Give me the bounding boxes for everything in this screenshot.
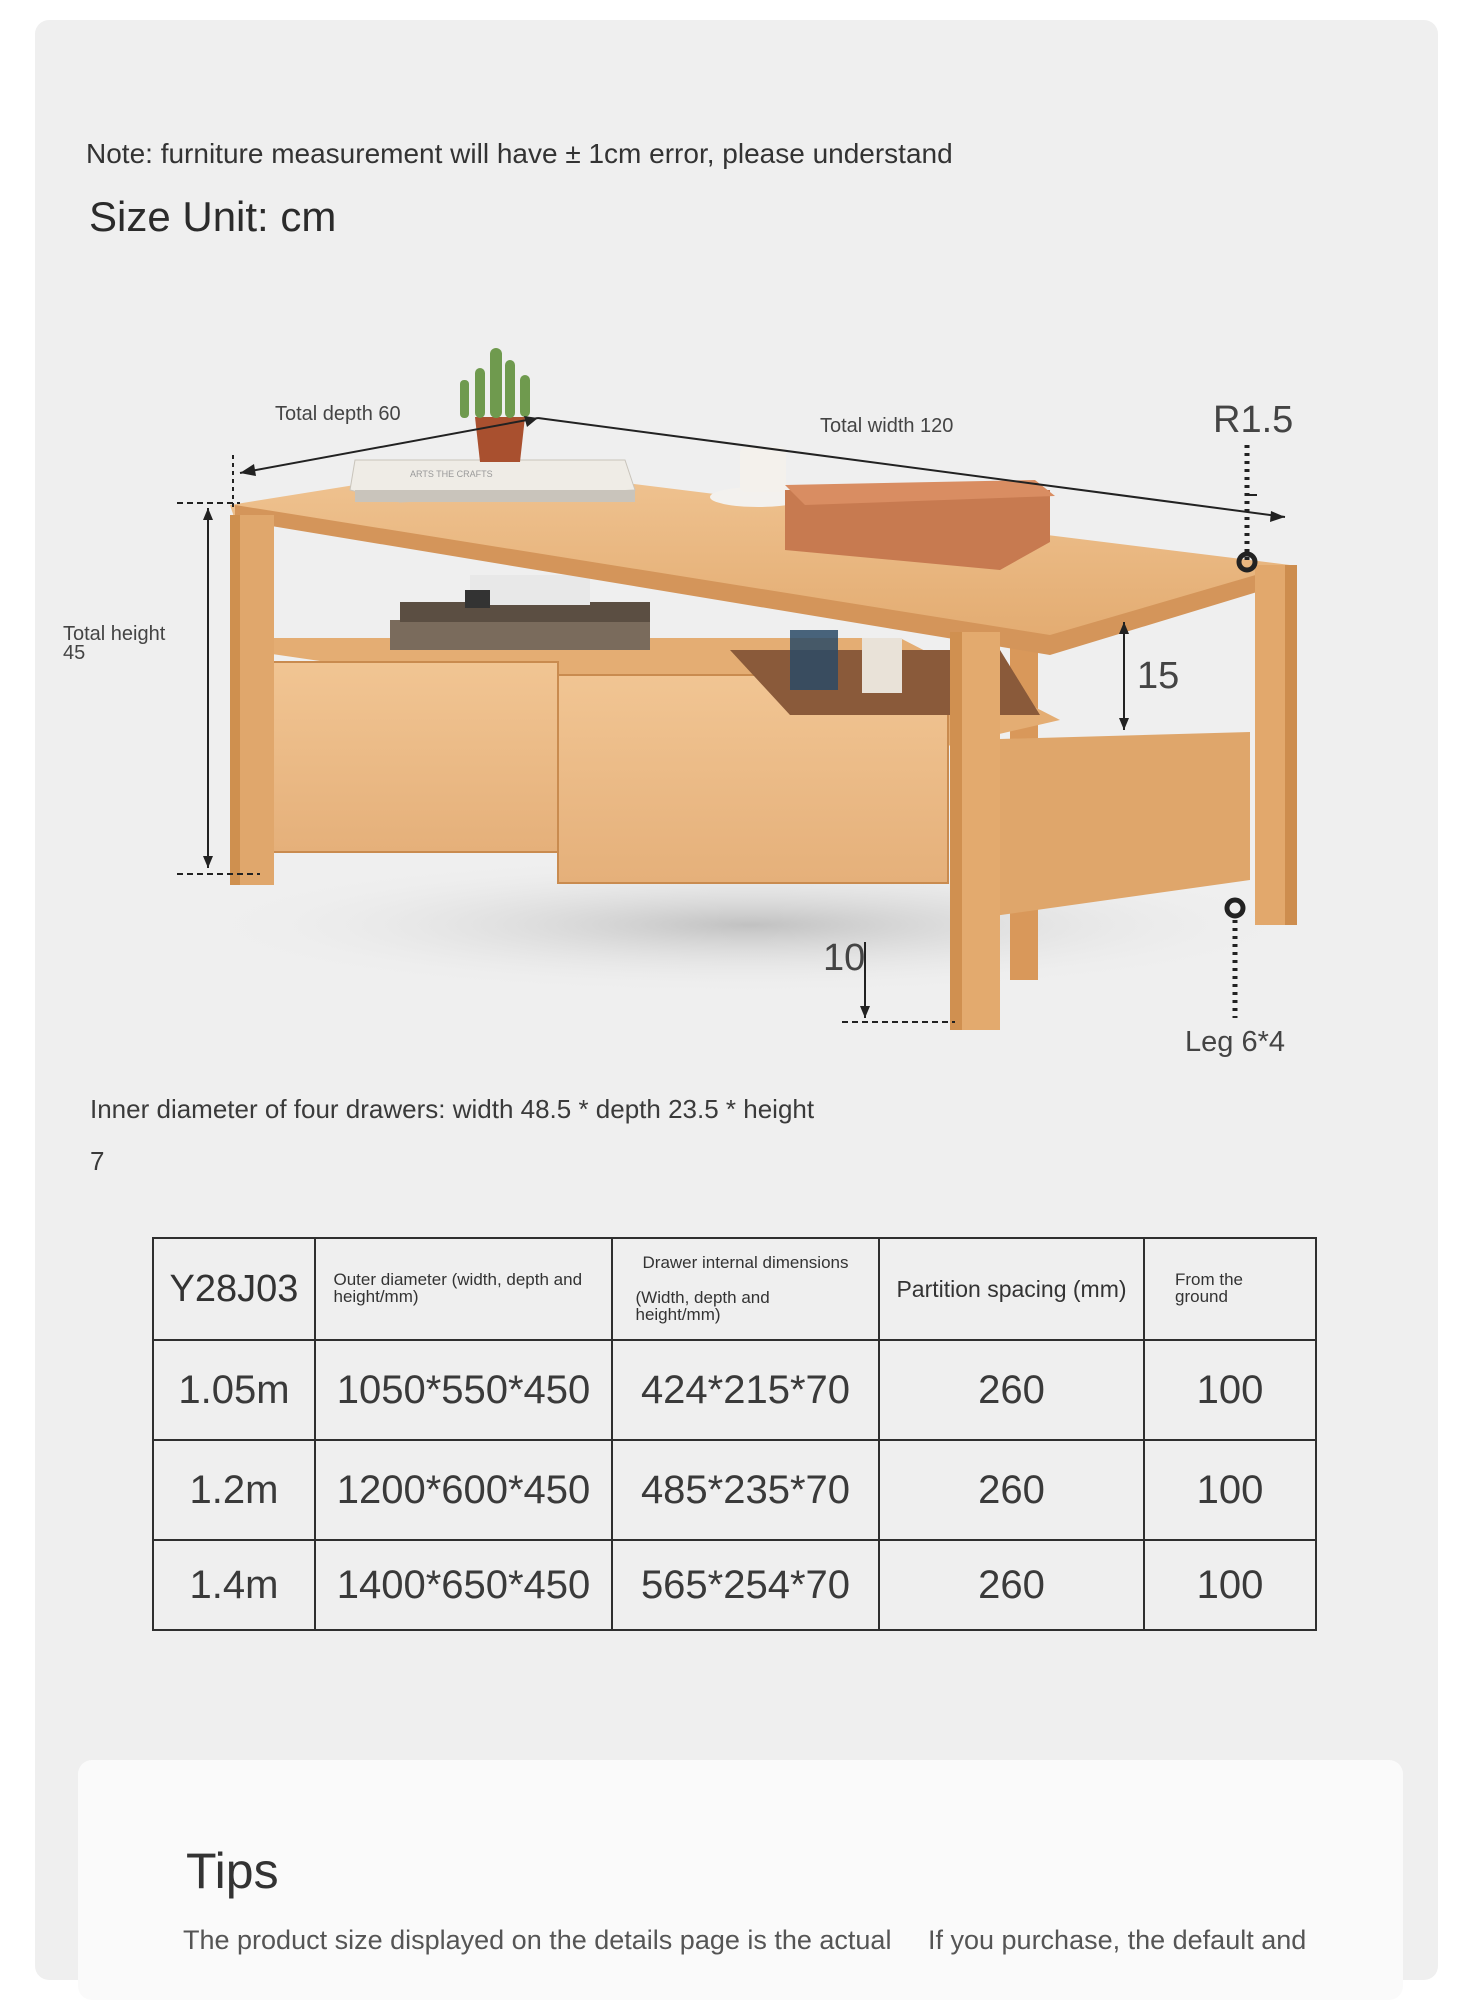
inner-dimensions-line1: Inner diameter of four drawers: width 48.5 * depth 23.5 * height bbox=[90, 1094, 815, 1124]
cell-ground: 100 bbox=[1144, 1540, 1316, 1630]
header-outer-text: Outer diameter (width, depth and height/mm) bbox=[333, 1270, 583, 1306]
table-row bbox=[153, 1540, 1316, 1630]
ground-height-label: 10 bbox=[823, 937, 866, 979]
tips-text-right: If you purchase, the default and bbox=[928, 1925, 1307, 1955]
cell-partition: 260 bbox=[879, 1440, 1144, 1540]
cell-size: 1.05m bbox=[153, 1340, 315, 1440]
header-ground bbox=[1144, 1238, 1316, 1340]
total-height-label: Total height bbox=[63, 623, 166, 645]
plant-pot bbox=[475, 417, 525, 462]
table-row bbox=[153, 1440, 1316, 1540]
tips-text-left: The product size displayed on the details page is the actual bbox=[183, 1925, 892, 1955]
drawer-inner-dimensions bbox=[90, 1083, 850, 1187]
size-unit-title: Size Unit: cm bbox=[89, 193, 337, 240]
cell-ground: 100 bbox=[1144, 1440, 1316, 1540]
tips-card bbox=[78, 1760, 1403, 2000]
total-width-label: Total width 120 bbox=[820, 415, 954, 437]
cactus-plant bbox=[460, 348, 530, 418]
drawer-left bbox=[258, 662, 558, 852]
coffee-table-diagram bbox=[50, 320, 1350, 1060]
cup bbox=[740, 447, 786, 492]
header-drawer bbox=[612, 1238, 879, 1340]
spec-table bbox=[152, 1237, 1317, 1631]
header-model: Y28J03 bbox=[153, 1238, 315, 1340]
header-partition: Partition spacing (mm) bbox=[879, 1238, 1144, 1340]
header-drawer-title: Drawer internal dimensions bbox=[642, 1252, 849, 1272]
cell-drawer: 565*254*70 bbox=[612, 1540, 879, 1630]
header-drawer-sub: (Width, depth and height/mm) bbox=[635, 1287, 770, 1324]
table-header-row bbox=[153, 1238, 1316, 1340]
cell-size: 1.4m bbox=[153, 1540, 315, 1630]
cell-drawer: 424*215*70 bbox=[612, 1340, 879, 1440]
cell-outer: 1200*600*450 bbox=[315, 1440, 612, 1540]
table-row bbox=[153, 1340, 1316, 1440]
cell-outer: 1400*650*450 bbox=[315, 1540, 612, 1630]
book-label: ARTS THE CRAFTS bbox=[410, 469, 493, 479]
tips-title: Tips bbox=[186, 1843, 279, 1899]
total-depth-label: Total depth 60 bbox=[275, 403, 401, 425]
leg-label: Leg 6*4 bbox=[1185, 1026, 1285, 1058]
shelf-books bbox=[390, 620, 650, 650]
cell-partition: 260 bbox=[879, 1540, 1144, 1630]
cell-outer: 1050*550*450 bbox=[315, 1340, 612, 1440]
inner-dimensions-line2: 7 bbox=[90, 1146, 105, 1176]
cell-size: 1.2m bbox=[153, 1440, 315, 1540]
header-ground-text: From the ground bbox=[1175, 1270, 1244, 1306]
cell-ground: 100 bbox=[1144, 1340, 1316, 1440]
radius-label: R1.5 bbox=[1213, 399, 1294, 441]
partition-label: 15 bbox=[1137, 655, 1180, 697]
header-outer bbox=[315, 1238, 612, 1340]
cell-partition: 260 bbox=[879, 1340, 1144, 1440]
cell-drawer: 485*235*70 bbox=[612, 1440, 879, 1540]
total-height-value: 45 bbox=[63, 642, 86, 664]
measurement-note: Note: furniture measurement will have ± 1cm error, please understand bbox=[86, 138, 953, 169]
